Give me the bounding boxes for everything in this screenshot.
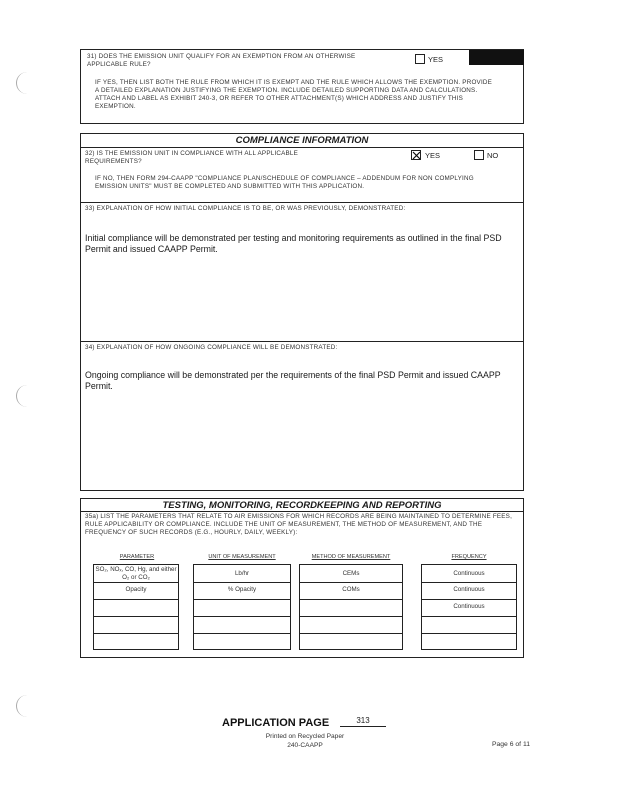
row-divider	[194, 599, 290, 600]
redaction-block	[469, 50, 524, 65]
q32-question: 32) IS THE EMISSION UNIT IN COMPLIANCE WITH ALL APPLICABLE REQUIREMENTS?	[85, 150, 299, 165]
punch-mark	[16, 385, 27, 407]
punch-mark	[16, 695, 27, 717]
q33-question: 33) EXPLANATION OF HOW INITIAL COMPLIANCE IS TO BE, OR WAS PREVIOUSLY, DEMONSTRATED:	[85, 205, 406, 212]
page-of: Page 6 of 11	[491, 741, 530, 748]
testing-title: TESTING, MONITORING, RECORDKEEPING AND REPORTING	[162, 500, 442, 511]
row-divider	[422, 599, 516, 600]
q32-no-label: NO	[487, 151, 499, 160]
col-header-method: METHOD OF MEASUREMENT	[311, 554, 391, 560]
table-cell: Lb/hr	[234, 570, 250, 577]
divider	[81, 147, 523, 148]
table-cell: SO₂, NOₓ, CO, Hg, and either O₂ or CO₂	[95, 566, 177, 581]
frequency-column	[421, 564, 517, 650]
row-divider	[94, 599, 178, 600]
q31-question: 31) DOES THE EMISSION UNIT QUALIFY FOR AN EXEMPTION FROM AN OTHERWISE APPLICABLE RULE?	[87, 53, 356, 68]
row-divider	[194, 616, 290, 617]
col-header-frequency: FREQUENCY	[451, 554, 487, 560]
q32-no-checkbox[interactable]	[474, 150, 484, 160]
row-divider	[94, 582, 178, 583]
parameter-column	[93, 564, 179, 650]
row-divider	[300, 633, 402, 634]
row-divider	[194, 633, 290, 634]
form-id: 240-CAAPP	[287, 742, 323, 749]
application-page-label: APPLICATION PAGE	[222, 717, 330, 729]
testing-section	[80, 498, 524, 658]
row-divider	[422, 633, 516, 634]
q31-section	[80, 49, 524, 124]
table-cell: Continuous	[453, 586, 485, 593]
divider	[81, 202, 523, 203]
col-header-unit: UNIT OF MEASUREMENT	[208, 554, 276, 560]
row-divider	[300, 599, 402, 600]
q31-instructions: IF YES, THEN LIST BOTH THE RULE FROM WHICH IT IS EXEMPT AND THE RULE WHICH ALLOWS THE EXEMPTION. PROVIDE A DETAILED EXPLANATION JUSTIFYING THE EXEMPTION. INCLUDE DETAILED SUPPORTING DATA AND CALCULATIONS. ATTACH AND LABEL AS EXHIBIT 240-3, OR REFER TO OTHER ATTACHMENT(S) WHICH ADDRESS AND JUSTIFY THIS EXEMPTION.	[95, 79, 493, 110]
row-divider	[194, 582, 290, 583]
recycled-paper-note: Printed on Recycled Paper	[265, 733, 345, 740]
punch-mark	[16, 72, 27, 94]
table-cell: CEMs	[342, 570, 360, 577]
q34-answer: Ongoing compliance will be demonstrated per the requirements of the final PSD Permit and issued CAAPP Permit.	[85, 370, 501, 391]
q31-yes-label: YES	[428, 55, 444, 64]
table-cell: Continuous	[453, 570, 485, 577]
q32-yes-checkbox[interactable]	[411, 150, 421, 160]
page-number: 313	[340, 716, 386, 727]
row-divider	[422, 582, 516, 583]
row-divider	[94, 616, 178, 617]
table-cell: Continuous	[453, 603, 485, 610]
row-divider	[422, 616, 516, 617]
table-cell: COMs	[342, 586, 360, 593]
table-cell: % Opacity	[227, 586, 257, 593]
compliance-section	[80, 133, 524, 491]
compliance-title: COMPLIANCE INFORMATION	[235, 135, 369, 146]
divider	[81, 341, 523, 342]
q33-answer: Initial compliance will be demonstrated per testing and monitoring requirements as outlined in the final PSD Permit and issued CAAPP Permit.	[85, 233, 502, 254]
checkmark-x-icon	[412, 151, 421, 160]
q31-yes-checkbox[interactable]	[415, 54, 425, 64]
row-divider	[300, 582, 402, 583]
q35a-question: 35a) LIST THE PARAMETERS THAT RELATE TO AIR EMISSIONS FOR WHICH RECORDS ARE BEING MAINTAINED TO DETERMINE FEES, RULE APPLICABILITY OR COMPLIANCE. INCLUDE THE UNIT OF MEASUREMENT, THE METHOD OF MEASUREMENT, AND THE FREQUENCY OF SUCH RECORDS (E.G., HOURLY, DAILY, WEEKLY):	[85, 513, 513, 536]
row-divider	[94, 633, 178, 634]
table-cell: Opacity	[125, 586, 147, 593]
q32-instructions: IF NO, THEN FORM 294-CAAPP "COMPLIANCE PLAN/SCHEDULE OF COMPLIANCE – ADDENDUM FOR NON COMPLYING EMISSION UNITS" MUST BE COMPLETED AND SUBMITTED WITH THIS APPLICATION.	[95, 175, 474, 190]
unit-column	[193, 564, 291, 650]
divider	[81, 511, 523, 512]
col-header-parameter: PARAMETER	[119, 554, 155, 560]
row-divider	[300, 616, 402, 617]
method-column	[299, 564, 403, 650]
q34-question: 34) EXPLANATION OF HOW ONGOING COMPLIANCE WILL BE DEMONSTRATED:	[85, 344, 338, 351]
q32-yes-label: YES	[425, 151, 441, 160]
